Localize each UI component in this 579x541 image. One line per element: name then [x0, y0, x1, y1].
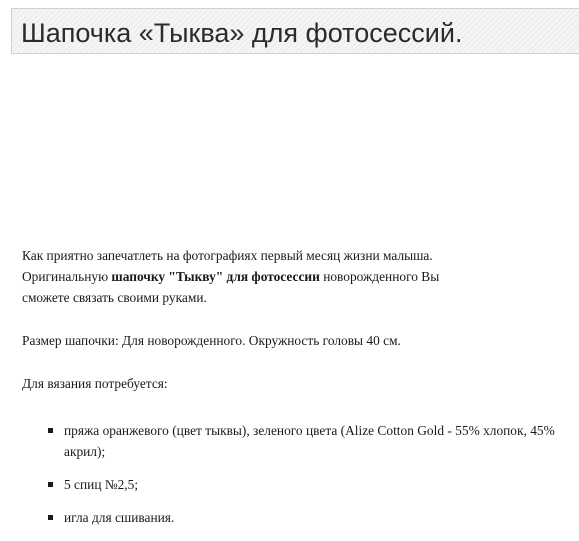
list-item [22, 420, 574, 462]
list-item [22, 507, 574, 528]
intro-bold-phrase: шапочку "Тыкву" для фотосессии [111, 269, 320, 284]
list-item-text: 5 спиц №2,5; [64, 477, 139, 492]
size-paragraph: Размер шапочки: Для новорожденного. Окружность головы 40 см. [22, 333, 401, 348]
intro-line-2-end: новорожденного Вы сможете связать своими руками. [22, 269, 440, 305]
list-item-text: игла для сшивания. [64, 510, 175, 525]
list-item [22, 474, 574, 495]
article-body [22, 245, 462, 394]
page-title: Шапочка «Тыква» для фотосессий. [21, 18, 463, 48]
intro-line-1: Как приятно запечатлеть на фотографиях первый месяц жизни малыша. [22, 248, 433, 263]
list-item-text: пряжа оранжевого (цвет тыквы), зеленого цвета (Alize Cotton Gold - 55% хлопок, 45% акрил); [64, 423, 555, 459]
intro-line-2-start: Оригинальную [22, 269, 112, 284]
materials-list [22, 420, 574, 540]
title-bar [11, 8, 579, 54]
bullet-icon [48, 428, 53, 433]
bullet-icon [48, 482, 53, 487]
bullet-icon [48, 515, 53, 520]
requirements-heading: Для вязания потребуется: [22, 376, 168, 391]
intro-paragraph [22, 245, 462, 308]
